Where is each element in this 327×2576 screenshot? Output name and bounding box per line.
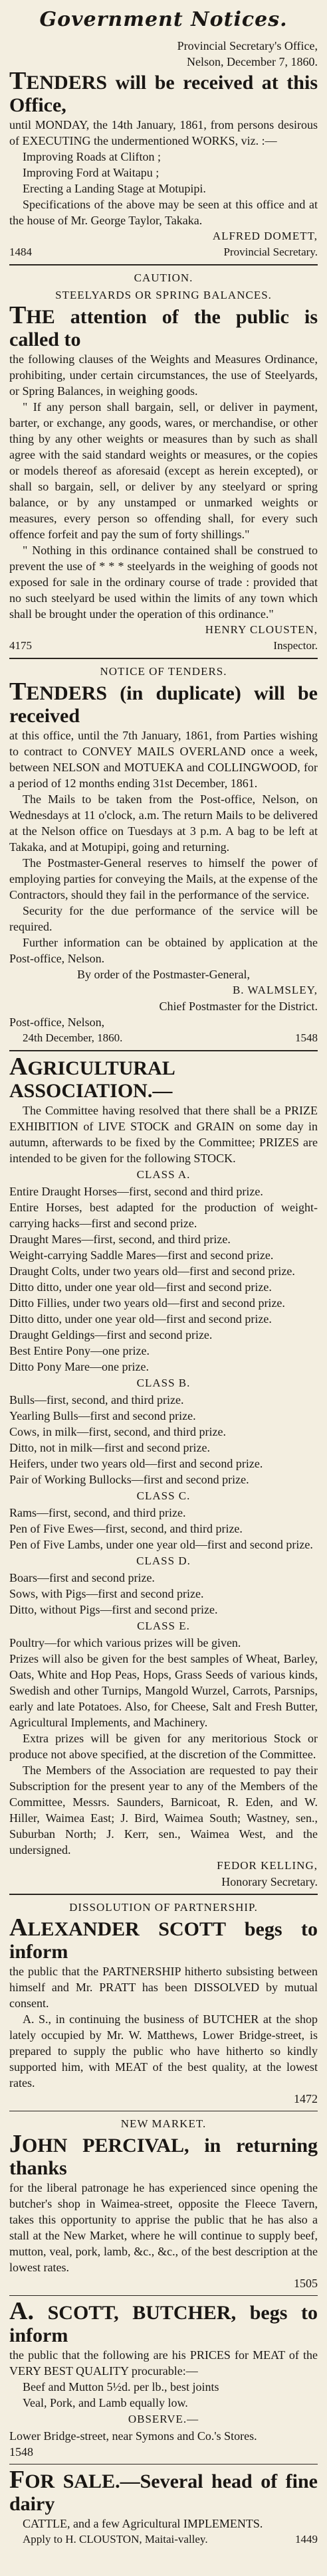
divider bbox=[9, 1894, 318, 1895]
ref-number: 4175 bbox=[9, 639, 32, 652]
notice-headline bbox=[9, 1916, 318, 1963]
notice-headline bbox=[9, 67, 318, 117]
notice-headline bbox=[9, 680, 318, 727]
divider bbox=[9, 1050, 318, 1051]
list-item: Cows, in milk—first, second, and third prize. bbox=[9, 1425, 226, 1438]
list-item: Ditto ditto, under one year old—first and second prize. bbox=[9, 1312, 272, 1326]
notice-scott-butcher bbox=[9, 2297, 318, 2460]
ref-number: 1484 bbox=[9, 246, 32, 258]
list-item: Yearling Bulls—first and second prize. bbox=[9, 1409, 196, 1422]
notice-body: Specifications of the above may be seen at this office and at the house of Mr. George Taylor, Takaka. bbox=[9, 198, 318, 227]
notice-body: for the liberal patronage he has experienced since opening the butcher's shop in Waimea-street, opposite the Fleece Tavern, takes this opportunity to apprise the public that he has also a stall at the New Market, where he will continue to supply beef, mutton, veal, pork, lamb, &c., &c., of the best description at the lowest rates. bbox=[9, 2181, 318, 2274]
list-item: Draught Colts, under two years old—first and second prize. bbox=[9, 1264, 295, 1278]
notice-body: The Committee having resolved that there shall be a PRIZE EXHIBITION of LIVE STOCK and GRAIN on some day in autumn, afterwards to be fixed by the Committee; PRIZES are intended to be given for the following STOCK. bbox=[9, 1104, 318, 1165]
notice-headline bbox=[9, 1055, 318, 1102]
divider bbox=[9, 264, 318, 265]
notice-headline bbox=[9, 2468, 318, 2516]
signer-name: FEDOR KELLING, bbox=[217, 1859, 318, 1872]
headline-initial: A bbox=[9, 1914, 28, 1941]
notice-headline bbox=[9, 301, 318, 351]
headline-text: GRICULTURAL ASSOCIATION.— bbox=[9, 1057, 175, 1102]
notice-body: Extra prizes will be given for any meritorious Stock or produce not above specified, at the discretion of the Committee. bbox=[9, 1732, 318, 1761]
headline-text: ENDERS (in duplicate) will be received bbox=[9, 682, 318, 727]
list-item: Improving Roads at Clifton ; bbox=[23, 150, 161, 163]
notice-body: until MONDAY, the 14th January, 1861, from persons desirous of EXECUTING the undermentioned WORKS, viz. :— bbox=[9, 118, 318, 147]
place-line: Post-office, Nelson, bbox=[9, 1016, 105, 1029]
ref-number: 1548 bbox=[9, 2445, 33, 2459]
notice-body: Further information can be obtained by application at the Post-office, Nelson. bbox=[9, 936, 318, 965]
date-line: 24th December, 1860. bbox=[23, 1031, 123, 1044]
notice-body: the public that the PARTNERSHIP hitherto subsisting between himself and Mr. PRATT has been DISSOLVED by mutual consent. bbox=[9, 1965, 318, 2010]
signer-name: B. WALMSLEY, bbox=[232, 984, 318, 996]
notice-headline bbox=[9, 2297, 318, 2347]
notice-caption: NEW MARKET. bbox=[120, 2117, 207, 2130]
list-item: Draught Mares—first, second, and third prize. bbox=[9, 1233, 231, 1246]
list-item: Pen of Five Ewes—first, second, and third prize. bbox=[9, 1522, 243, 1535]
ref-number: 1505 bbox=[294, 2277, 318, 2290]
notice-caption: NOTICE OF TENDERS. bbox=[100, 665, 227, 678]
list-item: Pen of Five Lambs, under one year old—first and second prize. bbox=[9, 1538, 313, 1551]
list-item: Heifers, under two years old—first and second prize. bbox=[9, 1457, 263, 1470]
headline-text: OR SALE.—Several head of fine dairy bbox=[9, 2470, 318, 2515]
notice-body: The Postmaster-General reserves to himself the power of employing parties for conveying the Mails, at the expense of the Contractors, should they fail in the performance of the service. bbox=[9, 856, 318, 901]
headline-initial: T bbox=[9, 301, 27, 329]
notice-new-market bbox=[9, 2115, 318, 2291]
notice-body: the public that the following are his PRICES for MEAT of the VERY BEST QUALITY procurable:— bbox=[9, 2348, 318, 2378]
list-item: Entire Draught Horses—first, second and third prize. bbox=[9, 1185, 263, 1198]
list-item: Ditto, without Pigs—first and second prize. bbox=[9, 1603, 218, 1616]
price-line: Veal, Pork, and Lamb equally low. bbox=[23, 2396, 188, 2409]
list-item: Poultry—for which various prizes will be given. bbox=[9, 1636, 241, 1649]
class-heading: CLASS B. bbox=[136, 1377, 191, 1389]
class-heading: CLASS A. bbox=[136, 1168, 191, 1181]
notice-caption: CAUTION. bbox=[134, 271, 193, 284]
notice-body: CATTLE, and a few Agricultural IMPLEMENTS. bbox=[23, 2517, 263, 2530]
list-item: Ditto ditto, under one year old—first and second prize. bbox=[9, 1280, 272, 1294]
notice-agricultural bbox=[9, 1055, 318, 1890]
signer-title: Inspector. bbox=[273, 639, 318, 652]
headline-text: OHN PERCIVAL, in returning thanks bbox=[9, 2135, 318, 2179]
headline-text: SCOTT, BUTCHER, begs to inform bbox=[9, 2302, 318, 2346]
list-item: Ditto Pony Mare—one prize. bbox=[9, 1360, 149, 1373]
headline-initial: T bbox=[9, 67, 27, 95]
class-heading: CLASS D. bbox=[136, 1554, 191, 1567]
notice-footer bbox=[9, 2532, 318, 2547]
notice-footer bbox=[9, 244, 318, 260]
office-line: Provincial Secretary's Office, bbox=[177, 39, 318, 52]
notice-body: The Members of the Association are requested to pay their Subscription for the present year to any of the Members of the Committee, Messrs. Saunders, Barnicoat, R. Eden, and W. Hiller, Waimea East; J. Bird, Waimea South; Wastney, sen., Suburban North; J. Kerr, sen., Waimea West, and the undersigned. bbox=[9, 1764, 318, 1856]
ref-number: 1472 bbox=[294, 2092, 318, 2105]
notice-headline bbox=[9, 2130, 318, 2180]
notice-body: The Mails to be taken from the Post-office, Nelson, on Wednesdays at 11 o'clock, a.m. The return Mails to be delivered at the Nelson office on Tuesdays at 3 p.m. A bag to be left at Takaka, and at Motupipi, going and returning. bbox=[9, 793, 318, 854]
notice-quote: " If any person shall bargain, sell, or deliver in payment, barter, or exchange, any goods, wares, or merchandise, or other thing by any other weights or measures than by such as shall agree with the said standard weights or measures, or the copies or models thereof as aforesaid (except as herein excepted), or shall so bargain, sell, or deliver by any steelyard or spring balance, or by any unstamped or unmarked weights or measures, every person so offending shall, for every such offence forfeit and pay the sum of forty shillings." bbox=[9, 400, 318, 541]
headline-text: HE attention of the public is called to bbox=[9, 306, 318, 350]
headline-text: ENDERS will be received at this Office, bbox=[9, 72, 318, 116]
dateline: Nelson, December 7, 1860. bbox=[187, 55, 318, 68]
notice-body: the following clauses of the Weights and Measures Ordinance, prohibiting, under certain circumstances, the use of Steelyards, or Spring Balances, in weighing goods. bbox=[9, 352, 318, 398]
divider bbox=[9, 2295, 318, 2296]
apply-line: Apply to H. CLOUSTON, Maitai-valley. bbox=[23, 2533, 208, 2545]
list-item: Ditto, not in milk—first and second prize. bbox=[9, 1441, 210, 1454]
order-line: By order of the Postmaster-General, bbox=[76, 968, 251, 981]
divider bbox=[9, 658, 318, 659]
list-item: Improving Ford at Waitapu ; bbox=[23, 166, 160, 179]
ref-number: 1548 bbox=[295, 1031, 318, 1044]
notice-body: Prizes will also be given for the best samples of Wheat, Barley, Oats, White and Hop Peas, Hops, Grass Seeds of various kinds, Swedish and other Turnips, Mangold Wurzel, Carrots, Parsnips, early and late Potatoes. Also, for Cheese, Salt and Fresh Butter, Agricultural Implements, and Machinery. bbox=[9, 1652, 318, 1729]
notice-steelyards bbox=[9, 269, 318, 654]
notice-body: A. S., in continuing the business of BUTCHER at the shop lately occupied by Mr. W. Matthews, Lower Bridge-street, is prepared to supply the public who have hitherto so kindly supported him, with MEAT of the best quality, at the lowest rates. bbox=[9, 2012, 318, 2089]
signer-title: Provincial Secretary. bbox=[223, 246, 318, 258]
list-item: Boars—first and second prize. bbox=[9, 1571, 155, 1584]
notice-body: at this office, until the 7th January, 1861, from Parties wishing to contract to CONVEY MAILS OVERLAND once a week, between NELSON and MOTUEKA and COLLINGWOOD, for a period of 12 months ending 31st December, 1861. bbox=[9, 729, 318, 790]
address-line: Lower Bridge-street, near Symons and Co.'s Stores. bbox=[9, 2429, 257, 2443]
headline-initial: F bbox=[9, 2466, 25, 2494]
list-item: Ditto Fillies, under two years old—first and second prize. bbox=[9, 1296, 285, 1310]
list-item: Weight-carrying Saddle Mares—first and second prize. bbox=[9, 1249, 274, 1262]
class-heading: CLASS C. bbox=[136, 1489, 191, 1502]
signer-name: ALFRED DOMETT, bbox=[212, 230, 318, 242]
notice-for-sale bbox=[9, 2468, 318, 2547]
list-item: Draught Geldings—first and second prize. bbox=[9, 1328, 213, 1341]
headline-initial: A bbox=[9, 1053, 28, 1081]
observe-label: OBSERVE.— bbox=[128, 2413, 199, 2425]
signer-title: Chief Postmaster for the District. bbox=[159, 1000, 318, 1013]
list-item: Entire Horses, best adapted for the production of weight-carrying hacks—first and second prize. bbox=[9, 1201, 318, 1230]
headline-initial: J bbox=[9, 2130, 22, 2158]
ref-number: 1449 bbox=[295, 2533, 318, 2545]
headline-initial: T bbox=[9, 678, 27, 706]
notice-body: Security for the due performance of the service will be required. bbox=[9, 904, 318, 933]
list-item: Erecting a Landing Stage at Motupipi. bbox=[23, 182, 206, 195]
notice-tenders-works bbox=[9, 38, 318, 260]
notice-caption: DISSOLUTION OF PARTNERSHIP. bbox=[69, 1901, 258, 1914]
notice-footer bbox=[9, 1030, 318, 1046]
signer-title: Honorary Secretary. bbox=[221, 1875, 318, 1888]
list-item: Sows, with Pigs—first and second prize. bbox=[9, 1587, 204, 1600]
price-line: Beef and Mutton 5½d. per lb., best joints bbox=[23, 2380, 219, 2393]
class-heading: CLASS E. bbox=[137, 1620, 190, 1632]
notice-subtitle: STEELYARDS OR SPRING BALANCES. bbox=[55, 289, 272, 301]
list-item: Best Entire Pony—one prize. bbox=[9, 1344, 150, 1357]
signer-name: HENRY CLOUSTEN, bbox=[205, 623, 318, 636]
list-item: Pair of Working Bullocks—first and second prize. bbox=[9, 1473, 249, 1486]
page-title: Government Notices. bbox=[39, 8, 288, 31]
notice-mail-tenders bbox=[9, 663, 318, 1046]
notice-quote: " Nothing in this ordinance contained shall be construed to prevent the use of * * * steelyards in the weighing of goods not exposed for sale in the ordinary course of trade : provided that no such steelyard be used within the limits of any town which shall be brought under the operation of this ordinance." bbox=[9, 544, 318, 621]
headline-initial: A. bbox=[9, 2297, 34, 2325]
notice-footer bbox=[9, 638, 318, 654]
headline-text: LEXANDER SCOTT begs to inform bbox=[9, 1918, 318, 1963]
list-item: Rams—first, second, and third prize. bbox=[9, 1506, 186, 1519]
list-item: Bulls—first, second, and third prize. bbox=[9, 1393, 184, 1406]
notice-dissolution bbox=[9, 1899, 318, 2107]
